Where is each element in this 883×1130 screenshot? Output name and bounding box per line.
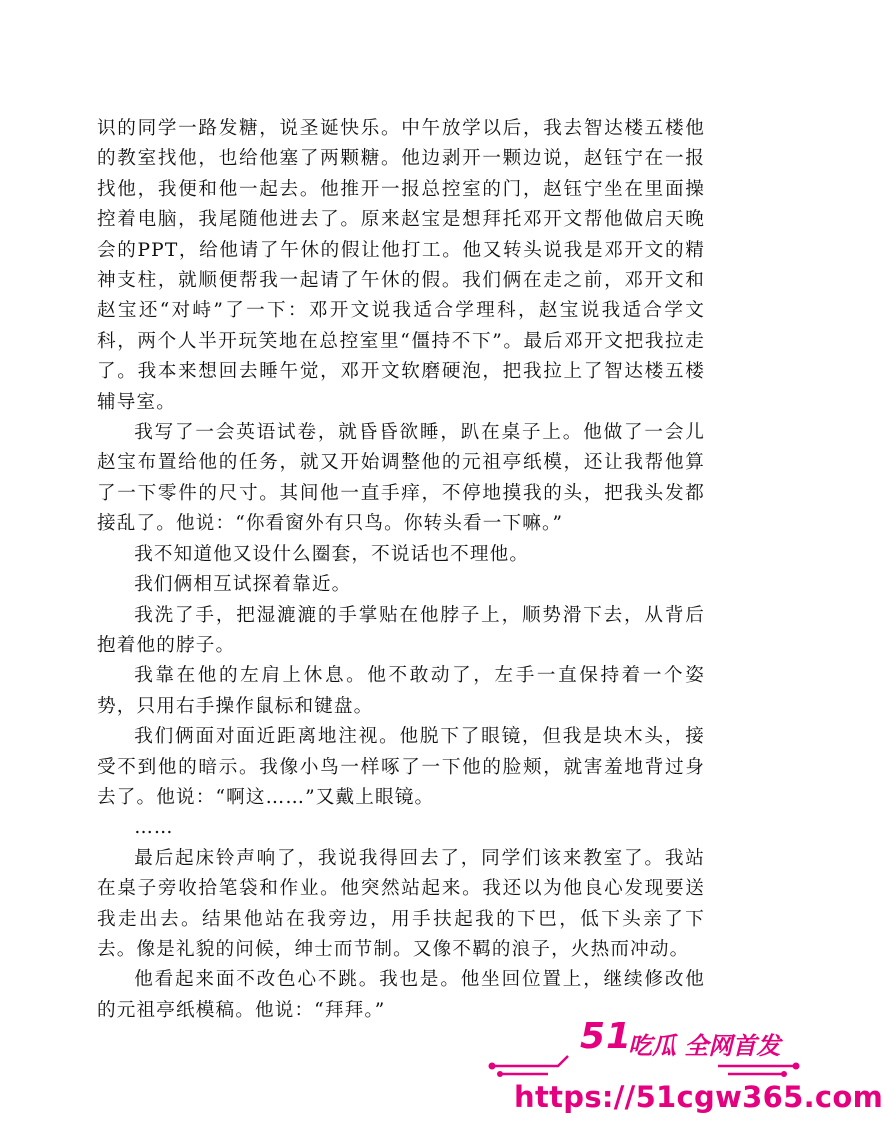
paragraph: 最后起床铃声响了，我说我得回去了，同学们该来教室了。我站在桌子旁收拾笔袋和作业。他突然站起来。我还以为他良心发现要送我走出去。结果他站在我旁边，用手扶起我的下巴，低下头亲了下去。像是礼貌的问候，绅士而节制。又像不羁的浪子，火热而冲动。 xyxy=(97,847,705,960)
paragraph: 他看起来面不改色心不跳。我也是。他坐回位置上，继续修改他的元祖亭纸模稿。他说：“拜拜。” xyxy=(97,969,705,1021)
paragraph: 识的同学一路发糖，说圣诞快乐。中午放学以后，我去智达楼五楼他的教室找他，也给他塞了两颗糖。他边剥开一颗边说，赵钰宁在一报找他，我便和他一起去。他推开一报总控室的门，赵钰宁坐在里面操控着电脑，我尾随他进去了。原来赵宝是想拜托邓开文帮他做启天晚会的PPT，给他请了午休的假让他打工。他又转头说我是邓开文的精神支柱，就顺便帮我一起请了午休的假。我们俩在走之前，邓开文和赵宝还“对峙”了一下：邓开文说我适合学理科，赵宝说我适合学文科，两个人半开玩笑地在总控室里“僵持不下”。最后邓开文把我拉走了。我本来想回去睡午觉，邓开文软磨硬泡，把我拉上了智达楼五楼辅导室。 xyxy=(97,118,705,413)
watermark-brand: 51 xyxy=(580,1016,633,1057)
paragraph: 我不知道他又设什么圈套，不说话也不理他。 xyxy=(134,543,530,565)
watermark-slogan: 吃瓜 全网首发 xyxy=(628,1032,781,1060)
paragraph: 我们俩面对面近距离地注视。他脱下了眼镜，但我是块木头，接受不到他的暗示。我像小鸟一样啄了一下他的脸颊，就害羞地背过身去了。他说：“啊这……”又戴上眼镜。 xyxy=(97,726,705,808)
watermark-url: https://51cgw365.com xyxy=(514,1080,883,1114)
document-body xyxy=(97,114,705,1026)
paragraph: 我写了一会英语试卷，就昏昏欲睡，趴在桌子上。他做了一会儿赵宝布置给他的任务，就又开始调整他的元祖亭纸模，还让我帮他算了一下零件的尺寸。其间他一直手痒，不停地摸我的头，把我头发都接乱了。他说：“你看窗外有只鸟。你转头看一下嘛。” xyxy=(97,422,705,535)
paragraph: 我靠在他的左肩上休息。他不敢动了，左手一直保持着一个姿势，只用右手操作鼠标和键盘。 xyxy=(97,665,705,717)
paragraph: 我洗了手，把湿漉漉的手掌贴在他脖子上，顺势滑下去，从背后抱着他的脖子。 xyxy=(97,604,705,656)
paragraph-ellipsis: …… xyxy=(134,817,174,839)
paragraph: 我们俩相互试探着靠近。 xyxy=(134,574,352,596)
watermark xyxy=(488,1008,883,1130)
